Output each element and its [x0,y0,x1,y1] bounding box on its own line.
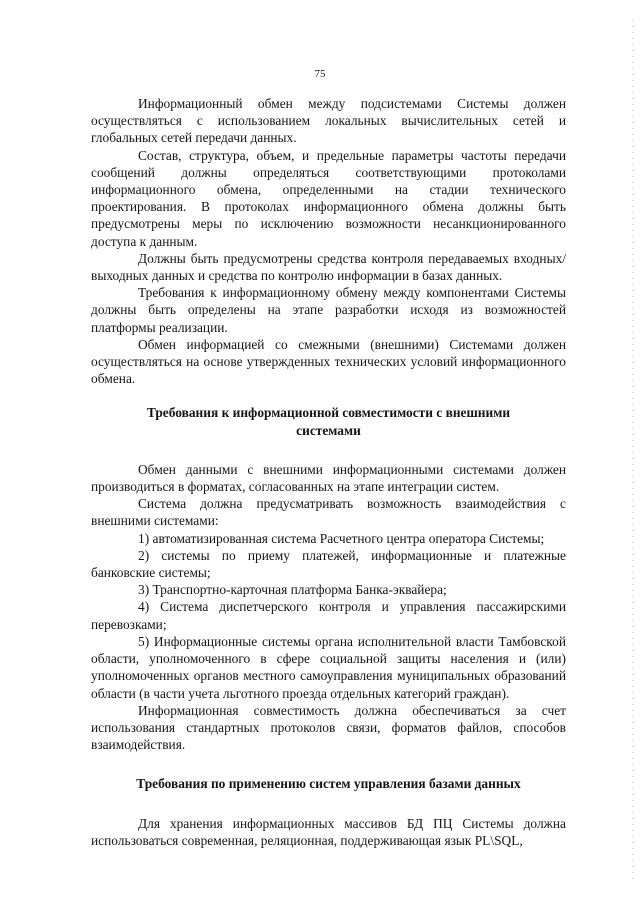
document-body [91,95,566,849]
section-heading-line: Требования к информационной совместимости с внешними [146,405,511,421]
list-item: 4) Система диспетчерского контроля и управления пассажирскими перевозками; [91,599,566,632]
paragraph: Информационная совместимость должна обеспечиваться за счет использования стандартных протоколов связи, форматов файлов, способов взаимодействия. [91,702,566,753]
section-heading-compatibility [91,404,566,438]
section-heading-dbms: Требования по применению систем управления базами данных [136,776,521,792]
paragraph: Состав, структура, объем, и предельные параметры частоты передачи сообщений должны определяться соответствующими протоколами информационного обмена, определенными на стадии технического проектирования. В протоколах информационного обмена должны быть предусмотрены меры по исключению возможности несанкционированного доступа к данным. [91,147,566,249]
list-item: 1) автоматизированная система Расчетного центра оператора Системы; [138,530,545,546]
page-number: 75 [314,68,326,80]
list-item: 2) системы по приему платежей, информационные и платежные банковские системы; [91,547,566,581]
paragraph: Обмен данными с внешними информационными системами должен производиться в форматах, согласованных на этапе интеграции систем. [91,461,566,495]
scan-edge-marks [632,20,634,880]
paragraph: Система должна предусматривать возможность взаимодействия с внешними системами: [91,496,566,529]
paragraph: Для хранения информационных массивов БД ПЦ Системы должна использоваться современная, реляционная, поддерживающая язык PL\SQL, [91,815,566,848]
list-item: 5) Информационные системы органа исполнительной власти Тамбовской области, уполномоченного в сфере социальной защиты населения и (или) уполномоченных органов местного самоуправления муниципальных образований области (в части учета льготного проезда отдельных категорий граждан). [91,633,566,701]
paragraph: Информационный обмен между подсистемами Системы должен осуществляться с использованием локальных вычислительных сетей и глобальных сетей передачи данных. [91,96,566,146]
paragraph: Должны быть предусмотрены средства контроля передаваемых входных/выходных данных и средства по контролю информации в базах данных. [91,250,566,284]
list-item: 3) Транспортно-карточная платформа Банка-эквайера; [138,582,447,598]
paragraph: Требования к информационному обмену между компонентами Системы должны быть определены на этапе разработки исходя из возможностей платформы реализации. [91,285,566,335]
section-heading-line: системами [296,422,361,438]
paragraph: Обмен информацией со смежными (внешними) Системами должен осуществляться на основе утвержденных технических условий информационного обмена. [91,336,566,387]
